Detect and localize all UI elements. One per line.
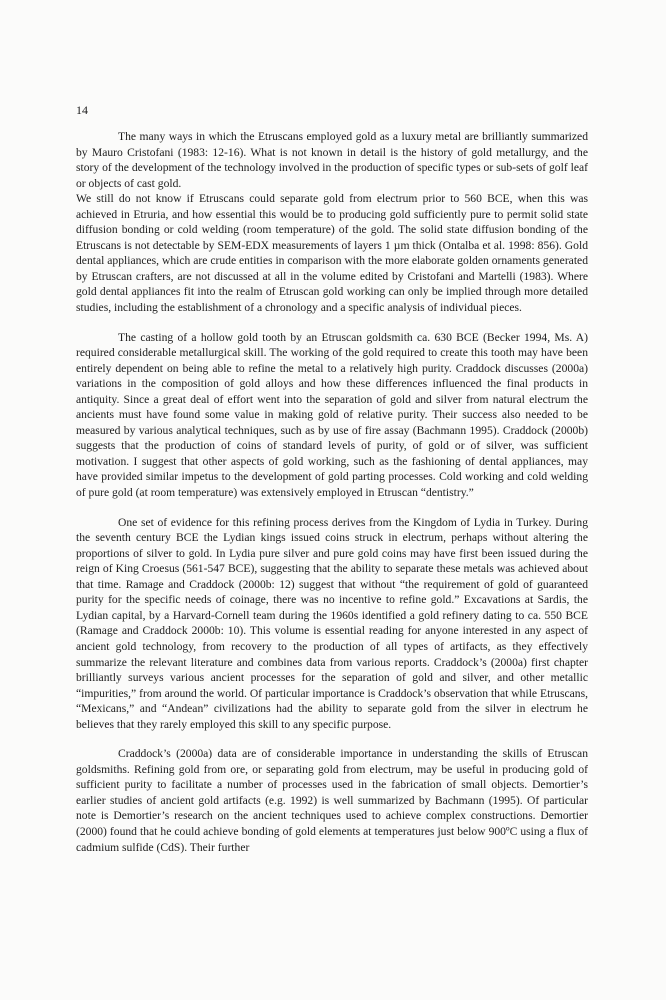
- body-text: [76, 129, 588, 855]
- page-number: 14: [76, 103, 88, 117]
- paragraph-3: The casting of a hollow gold tooth by an Etruscan goldsmith ca. 630 BCE (Becker 1994, Ms. A) required considerable metallurgical skill. The working of the gold required to create this tooth may have been entirely dependent on being able to refine the metal to a relatively high purity. Craddock discusses (2000a) variations in the composition of gold alloys and how these differences influenced the final products in antiquity. Since a great deal of effort went into the separation of gold and silver from natural electrum the ancients must have found some value in making gold of relative purity. Their success also needed to be measured by various analytical techniques, such as by use of fire assay (Bachmann 1995). Craddock (2000b) suggests that the production of coins of standard levels of purity, of gold or of silver, was sufficient motivation. I suggest that other aspects of gold working, such as the fashioning of dental appliances, may have provided similar impetus to the development of gold parting processes. Cold working and cold welding of pure gold (at room temperature) was extensively employed in Etruscan “dentistry.”: [76, 330, 588, 500]
- paragraph-5: Craddock’s (2000a) data are of considerable importance in understanding the skills of Etruscan goldsmiths. Refining gold from ore, or separating gold from electrum, may be useful in producing gold of sufficient purity to facilitate a number of processes used in the fabrication of small objects. Demortier’s earlier studies of ancient gold artifacts (e.g. 1992) is well summarized by Bachmann (1995). Of particular note is Demortier’s research on the ancient techniques used to achieve complex constructions. Demortier (2000) found that he could achieve bonding of gold elements at temperatures just below 900ºC using a flux of cadmium sulfide (CdS). Their further: [76, 747, 588, 854]
- paragraph-1: The many ways in which the Etruscans employed gold as a luxury metal are brilliantly summarized by Mauro Cristofani (1983: 12-16). What is not known in detail is the history of gold metallurgy, and the story of the development of the technology involved in the production of specific types or sub-sets of golf leaf or objects of cast gold.: [76, 130, 588, 190]
- paragraph-4: One set of evidence for this refining process derives from the Kingdom of Lydia in Turkey. During the seventh century BCE the Lydian kings issued coins struck in electrum, perhaps without altering the proportions of silver to gold. In Lydia pure silver and pure gold coins may have first been issued during the reign of King Croesus (561-547 BCE), suggesting that the ability to separate these metals was achieved about that time. Ramage and Craddock (2000b: 12) suggest that without “the requirement of gold of guaranteed purity for the specific needs of coinage, there was no incentive to refine gold.” Excavations at Sardis, the Lydian capital, by a Harvard-Cornell team during the 1960s identified a gold refinery dating to ca. 550 BCE (Ramage and Craddock 2000b: 10). This volume is essential reading for anyone interested in any aspect of ancient gold technology, from recovery to the production of all types of artifacts, as they effectively summarize the relevant literature and combines data from various reports. Craddock’s (2000a) first chapter brilliantly surveys various ancient processes for the separation of gold and silver, and other metallic “impurities,” from around the world. Of particular importance is Craddock’s observation that while Etruscans, “Mexicans,” and “Andean” civilizations had the ability to separate gold from the silver in electrum he believes that they rarely employed this skill to any specific purpose.: [76, 515, 588, 731]
- paragraph-2: We still do not know if Etruscans could separate gold from electrum prior to 560 BCE, when this was achieved in Etruria, and how essential this would be to producing gold sufficiently pure to permit solid state diffusion bonding or cold welding (room temperature) of the gold. The solid state diffusion bonding of the Etruscans is not detectable by SEM-EDX measurements of layers 1 µm thick (Ontalba et al. 1998: 856). Gold dental appliances, which are crude entities in comparison with the more elaborate golden ornaments generated by Etruscan crafters, are not discussed at all in the volume edited by Cristofani and Martelli (1983). Where gold dental appliances fit into the realm of Etruscan gold working can only be implied through more detailed studies, including the establishment of a chronology and a specific analysis of individual pieces.: [76, 192, 588, 315]
